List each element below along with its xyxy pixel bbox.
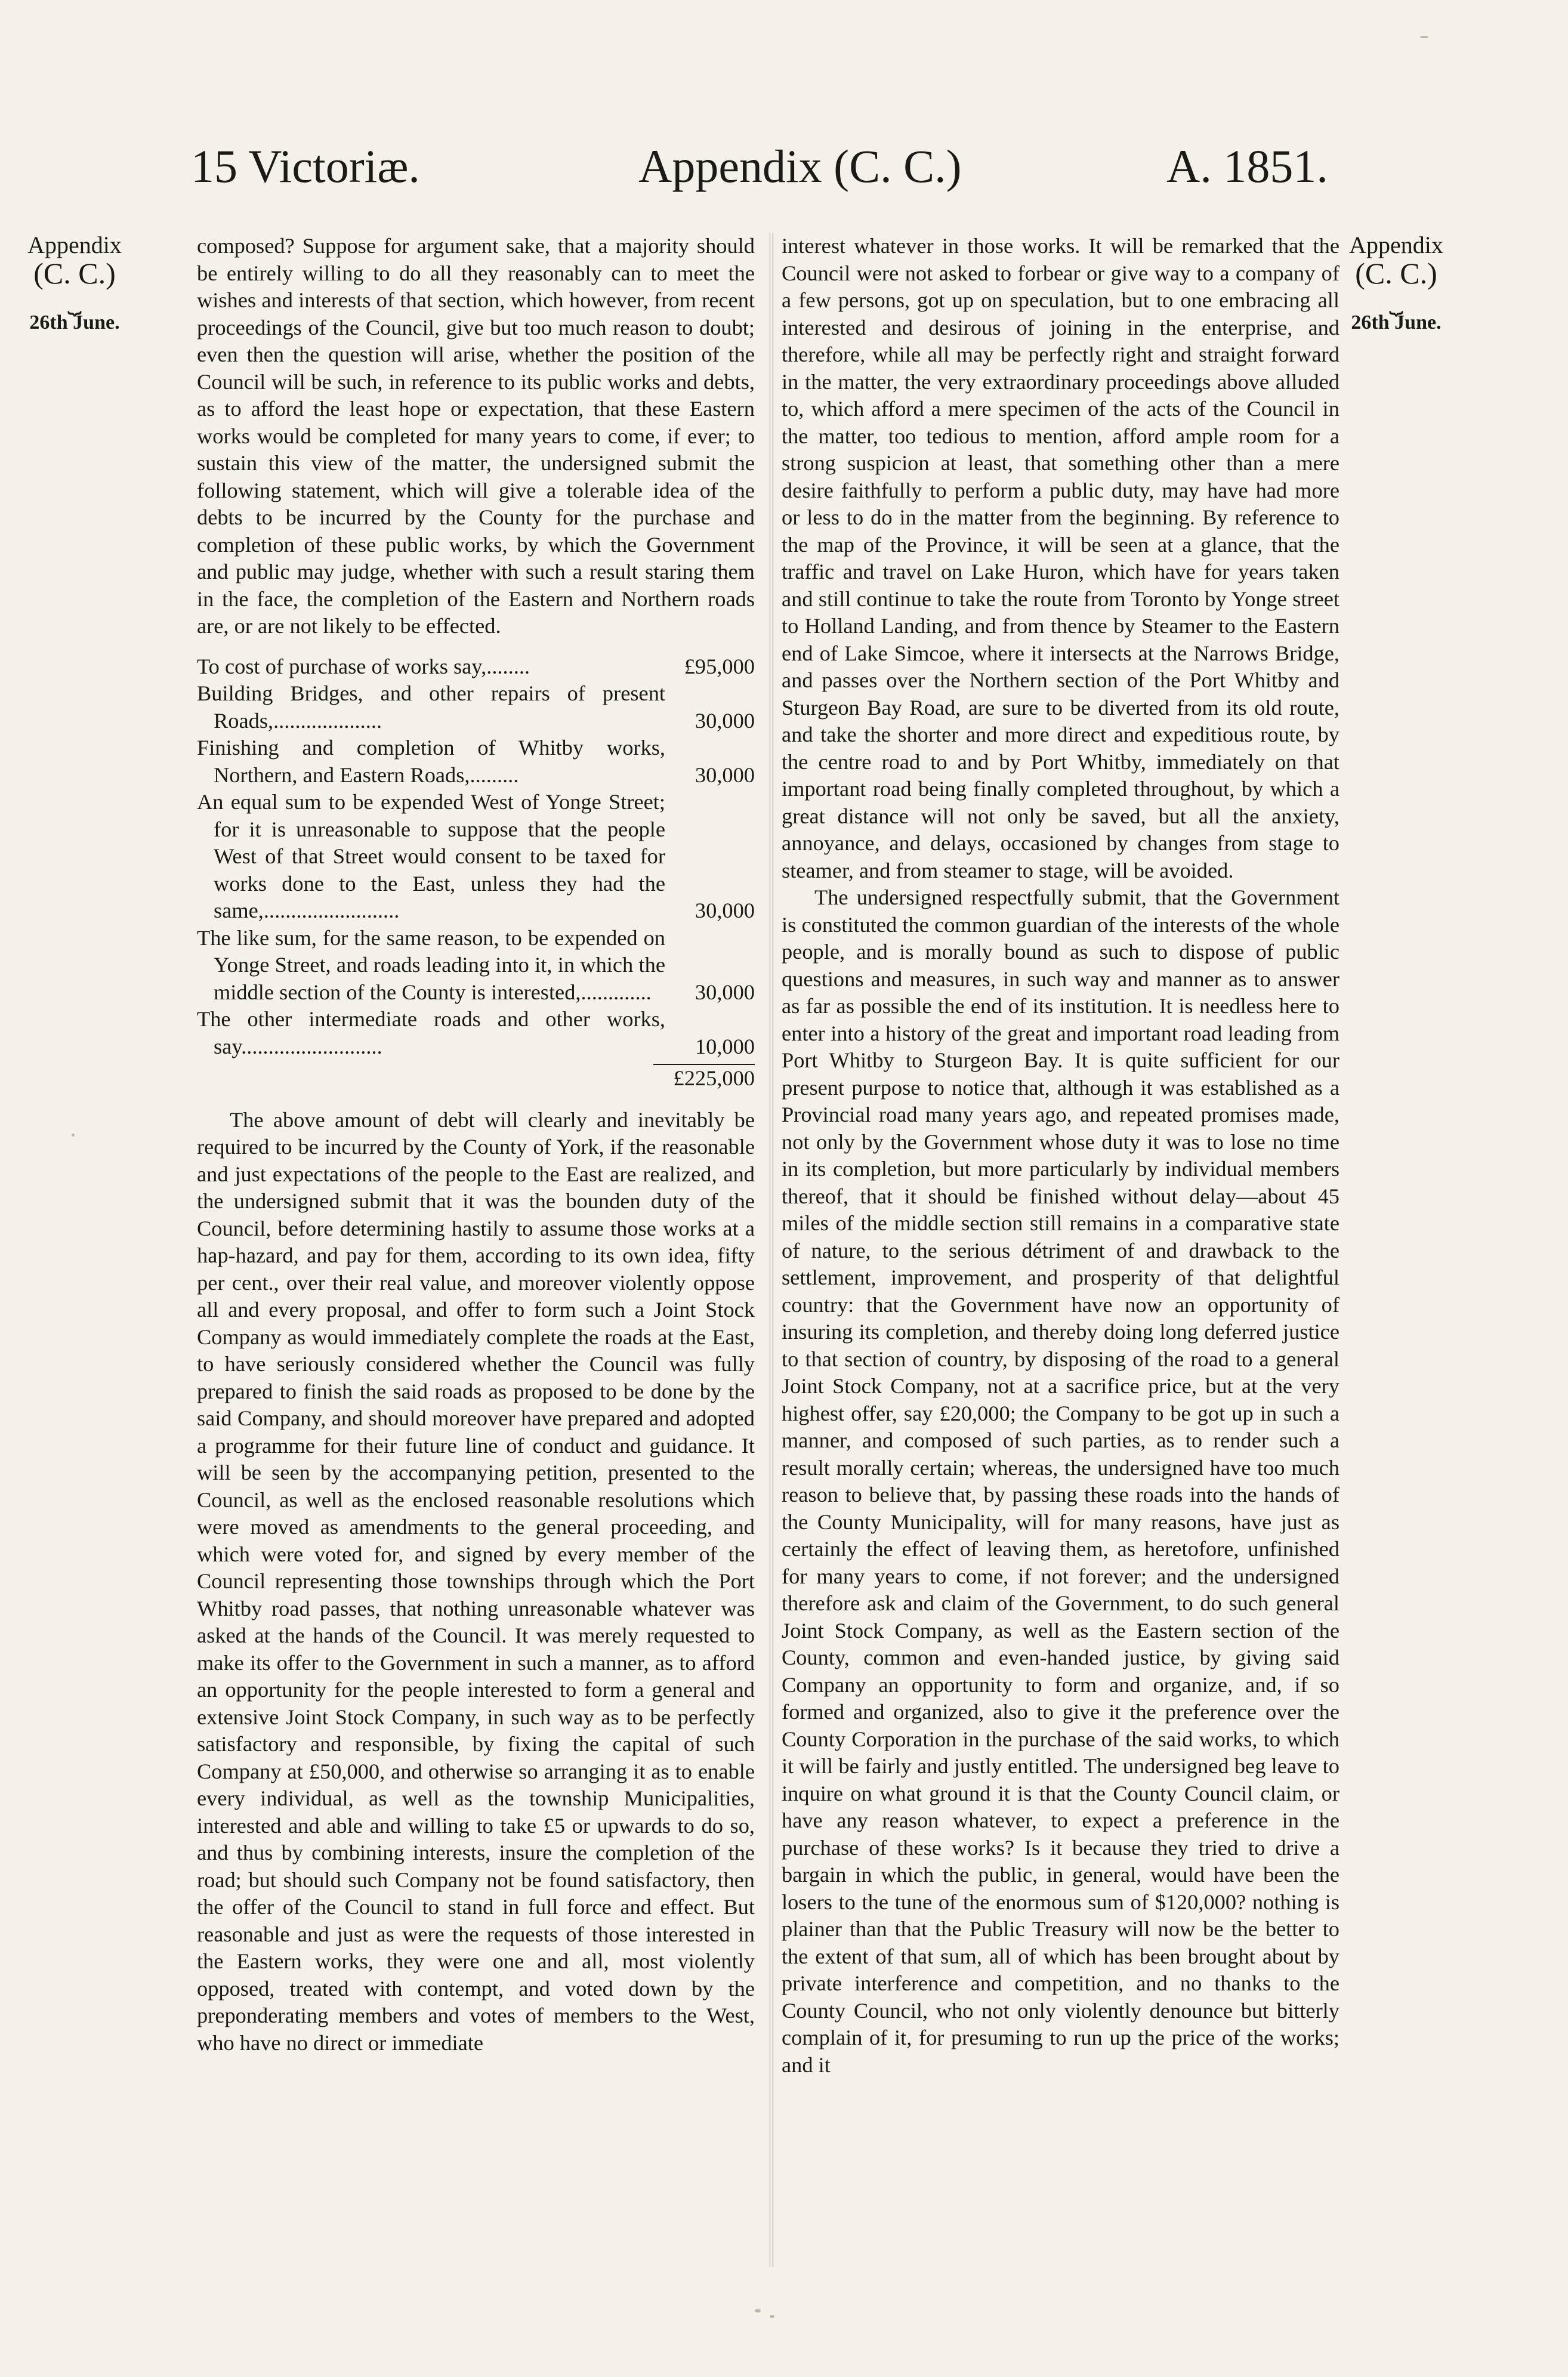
ledger-amount: 30,000: [695, 980, 755, 1004]
ledger-amount: 30,000: [695, 899, 755, 922]
ledger-total-row: [197, 1060, 755, 1092]
paper-speck: [770, 2315, 774, 2318]
ledger-amount: £95,000: [684, 654, 755, 678]
left-intro-paragraph: composed? Suppose for argument sake, that a majority should be entirely willing to do all they reasonably can to meet the wishes and interests of that section, which however, from recent proceedings of the Council, give but too much reason to doubt; even then the question will arise, whether the position of the Council will be such, in reference to its public works and debts, as to afford the least hope or expectation, that these Eastern works would be completed for many years to come, if ever; to sustain this view of the matter, the undersigned submit the following statement, which will give a tolerable idea of the debts to be incurred by the County for the purchase and completion of these public works, by which the Government and public may judge, whether with such a result staring them in the face, the completion of the Eastern and Northern roads are, or are not likely to be effected.: [197, 234, 755, 638]
left-column: [197, 233, 755, 2057]
margin-note-date: 26th June.: [29, 311, 120, 334]
paper-speck: [72, 1134, 75, 1137]
right-paragraph-2: The undersigned respectfully submit, that the Government is constituted the common guardian of the interests of the whole people, and is morally bound as such to dispose of public questions and measures, in such way and manner as to answer as far as possible the end of its institution. It is needless here to enter into a history of the great and important road leading from Port Whitby to Sturgeon Bay. It is quite sufficient for our present purpose to notice that, although it was established as a Provincial road many years ago, and repeated promises made, not only by the Government whose duty it was to lose no time in its completion, but more particularly by individual members thereof, that it should be finished without delay—about 45 miles of the middle section still remains in a comparative state of nature, to the serious détriment of and drawback to the settlement, improvement, and prosperity of that delightful country: that the Government have now an opportunity of insuring its completion, and thereby doing long deferred justice to that section of country, by disposing of the road to a general Joint Stock Company, not at a sacrifice price, but at the very highest offer, say £20,000; the Company to be got up in such a manner, and composed of such parties, as to render such a result morally certain; whereas, the undersigned have too much reason to believe that, by passing these roads into the hands of the County Municipality, will for many reasons, have just as certainly the effect of leaving them, as heretofore, unfinished for many years to come, if not forever; and the undersigned therefore ask and claim of the Government, to do such general Joint Stock Company, as well as the Eastern section of the County, common and even-handed justice, by giving said Company an opportunity to form and organize, and, if so formed and organized, also to give it the preference over the County Corporation in the purchase of the said works, to which it will be fairly and justly entitled. The undersigned beg leave to inquire on what ground it is that the County Council claim, or have any reason whatever, to expect a preference in the purchase of these works? Is it because they tried to drive a bargain in which the public, in general, would have been the losers to the tune of the enormous sum of $120,000? nothing is plainer than that the Public Treasury will now be the better to the extent of that sum, all of which has been brought about by private interference and competition, and no thanks to the County Council, who not only violently denounce but bitterly complain of it, for presuming to run up the price of the works; and it: [782, 885, 1339, 2077]
ledger-amount: 30,000: [695, 763, 755, 787]
margin-note-label: Appendix: [1349, 231, 1443, 258]
ledger-row: [197, 925, 755, 1007]
margin-note-label: Appendix: [27, 231, 122, 258]
ledger-label: The like sum, for the same reason, to be expended on Yonge Street, and roads leading into it, in which the middle section of the County is interested,.............: [197, 925, 665, 1004]
paper-speck: [755, 2309, 761, 2313]
margin-note-date: 26th June.: [1351, 311, 1442, 334]
ledger-label: Building Bridges, and other repairs of present Roads,....................: [197, 681, 665, 733]
margin-note-left: [18, 233, 131, 333]
column-divider: [770, 233, 773, 2267]
ledger-row: [197, 680, 755, 734]
ledger-row: [197, 734, 755, 789]
ledger-total: £225,000: [653, 1064, 755, 1092]
running-head-session: 15 Victoriæ.: [191, 140, 420, 192]
paper-speck: [1420, 36, 1428, 38]
ledger-amount: 10,000: [695, 1034, 755, 1058]
debt-statement: [197, 653, 755, 1092]
ledger-row: [197, 789, 755, 925]
margin-note-right: [1339, 233, 1453, 333]
right-paragraph-1: interest whatever in those works. It will be remarked that the Council were not asked to forbear or give way to a company of a few persons, got up on speculation, but to one embracing all interested and desirous of joining in the enterprise, and therefore, while all may be perfectly right and straight forward in the matter, the very extraordinary proceedings above alluded to, which afford a mere specimen of the acts of the Council in the matter, too tedious to mention, afford ample room for a strong suspicion at least, that something other than a mere desire faithfully to perform a public duty, may have had more or less to do in the matter from the beginning. By reference to the map of the Province, it will be seen at a glance, that the traffic and travel on Lake Huron, which have for years taken and still continue to take the route from Toronto by Yonge street to Holland Landing, and from thence by Steamer to the Eastern end of Lake Simcoe, where it intersects at the Narrows Bridge, and passes over the Northern section of the Port Whitby and Sturgeon Bay Road, are sure to be diverted from its old route, and take the shorter and more direct and expeditious route, by the centre road to and by Port Whitby, immediately on that important road being finally completed throughout, by which a great distance will not only be saved, but all the anxiety, annoyance, and delays, occasioned by changes from stage to steamer, and from steamer to stage, will be avoided.: [782, 234, 1339, 882]
margin-note-code: (C. C.): [1355, 257, 1437, 290]
brace-icon: ⏟: [67, 287, 82, 314]
margin-note-code: (C. C.): [33, 257, 116, 290]
ledger-label: To cost of purchase of works say,........: [197, 654, 530, 678]
ledger-label: An equal sum to be expended West of Yonge Street; for it is unreasonable to suppose that the people West of that Street would consent to be taxed for works done to the East, unless they had the same,.........................: [197, 790, 665, 922]
ledger-amount: 30,000: [695, 708, 755, 733]
brace-icon: ⏟: [1389, 287, 1403, 314]
right-column: [782, 233, 1339, 2079]
ledger-row: [197, 653, 755, 681]
left-body-paragraph: The above amount of debt will clearly and inevitably be required to be incurred by the County of York, if the reasonable and just expectations of the people to the East are realized, and the undersigned submit that it was the bounden duty of the Council, before determining hastily to assume those works at a hap-hazard, and pay for them, according to its own idea, fifty per cent., over their real value, and moreover violently oppose all and every proposal, and offer to form such a Joint Stock Company as would immediately complete the roads at the East, to have seriously considered whether the Council was fully prepared to finish the said roads as proposed to be done by the said Company, and should moreover have prepared and adopted a programme for their future line of conduct and guidance. It will be seen by the accompanying petition, presented to the Council, as well as the enclosed reasonable resolutions which were moved as amendments to the general proceeding, and which were voted for, and signed by every member of the Council representing those townships through which the Port Whitby road passes, that nothing unreasonable whatever was asked at the hands of the Council. It was merely requested to make its offer to the Government in such a manner, as to afford an opportunity for the people interested to form a general and extensive Joint Stock Company, in such way as to be perfectly satisfactory and responsible, by fixing the capital of such Company at £50,000, and otherwise so arranging it as to enable every individual, as well as the township Municipalities, interested and able and willing to take £5 or upwards to do so, and thus by combining interests, insure the completion of the road; but should such Company not be found satisfactory, then the offer of the Council to stand in full force and effect. But reasonable and just as were the requests of those interested in the Eastern works, they were one and all, most violently opposed, treated with contempt, and voted down by the preponderating members and votes of members to the West, who have no direct or immediate: [197, 1107, 755, 2055]
running-head-year: A. 1851.: [1166, 140, 1328, 192]
running-head-title: Appendix (C. C.): [638, 140, 962, 192]
ledger-label: The other intermediate roads and other works, say..........................: [197, 1007, 665, 1058]
ledger-row: [197, 1006, 755, 1060]
ledger-label: Finishing and completion of Whitby works, Northern, and Eastern Roads,.........: [197, 736, 665, 787]
